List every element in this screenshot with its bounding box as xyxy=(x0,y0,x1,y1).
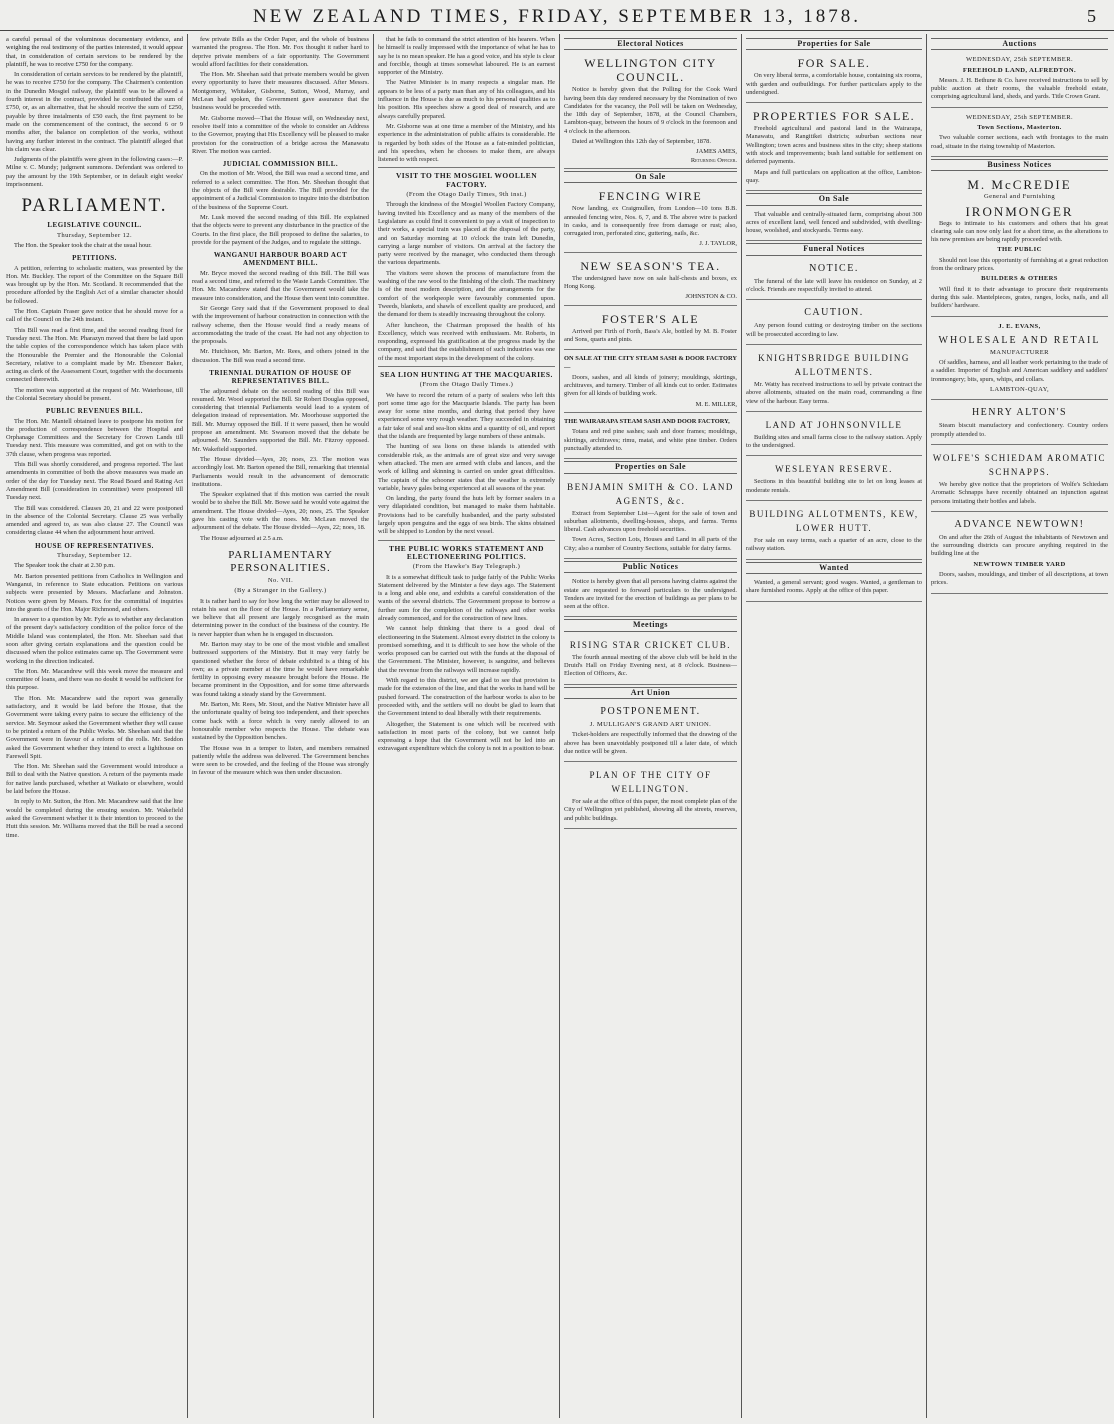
public-works-source: (From the Hawke's Bay Telegraph.) xyxy=(412,563,521,571)
ad-mcredie: M. McCREDIE General and Furnishing IRONMONGER Begs to intimate to his customers and others that his great clearing sale can now only last for a short time, as the alterations to his new premises are being rapidly proceeded with. THE PUBLIC Should not lose this opportunity of furnishing at a great reduction from the ordinary prices. BUILDERS & OTHERS Will find it to their advantage to procure their requirements during this sale. Mantelpieces, grates, ranges, locks, nails, and all builders' hardware. xyxy=(931,173,1108,316)
parliament-heading: PARLIAMENT. xyxy=(21,195,168,217)
body-text: We have to record the return of a party of sealers who left this port some time ago for the Macquarie Islands. The party has been away for some nine months, and during that period they have experienced some very rough weather. They succeeded in obtaining a fair take of seal and sea-lion skins and a quantity of oil, and report that the islands are frequented by large numbers of these animals. xyxy=(378,391,555,441)
body-text: The visitors were shown the process of manufacture from the washing of the raw wool to the finishing of the cloth. The machinery is of the most modern description, and the arrangements for the comfort of the workpeople were favourably commented upon. Tweeds, blankets, and shawls of excellent quality are produced, and the demand for them is steadily increasing throughout the colony. xyxy=(378,269,555,319)
section-wanted: Wanted xyxy=(746,562,922,574)
body-text: Through the kindness of the Mosgiel Woollen Factory Company, having invited his Excellency and as many of the members of the Legislature as could find it convenient to pay a visit of inspection to their works, a special train was placed at the disposal of the party, and on Saturday morning at 10 o'clock the train left Dunedin, carrying a large number of visitors. On arrival at the factory the party were received by the manager, who conducted them through the various departments. xyxy=(378,201,555,267)
body-text: This Bill was read a first time, and the second reading fixed for Tuesday next. The Hon. Mr. Pharazyn moved that there be laid upon the table copies of the correspondence which has taken place with the Honourable the Premier and the Honourable the Colonial Secretary, relative to a complaint made by Mr. Ebenezer Baker, acting as clerk of the Assessment Court, together with the documents connected therewith. xyxy=(6,326,183,384)
ad-evans: J. E. EVANS, WHOLESALE AND RETAIL MANUFACTURER Of saddles, harness, and all leather work pertaining to the trade of a saddler. Importer of English and American saddlery and saddlers' ironmongery; bits, spurs, whips, and collars. LAMBTON-QUAY, xyxy=(931,319,1108,401)
column-2 xyxy=(192,36,369,1418)
body-text: Judgments of the plaintiffs were given in the following cases:—P. Milne v. C. Mundy; judgment summons. Defendant was ordered to pay the amount by the 19th September, or in default eight weeks' imprisonment. xyxy=(6,156,183,189)
body-text: This Bill was shortly considered, and progress reported. The last amendments in committee of both the above measures was made an order of the day for Tuesday next. The Road Board and Rating Act Amendment Bill (consideration in committee) were postponed till Tuesday next. xyxy=(6,461,183,502)
ad-wolfes: WOLFE'S SCHIEDAM AROMATIC SCHNAPPS. We hereby give notice that the proprietors of Wolfe's Schiedam Aromatic Schnapps have recently obtained an injunction against persons imitating their bottles and labels. xyxy=(931,447,1108,512)
column-4: Electoral Notices WELLINGTON CITY COUNCIL. Notice is hereby given that the Polling for the Cook Ward having been this day rendered necessary by the Nomination of two Candidates for the vacancy, the Poll will be taken on Wednesday, the 18th day of September, 1878, at the Council Chambers, Lambton-quay, between the hours of 9 o'clock in the forenoon and 4 o'clock in the afternoon. Dated at Wellington this 12th day of September, 1878. JAMES AMES, Returning Officer. On Sale FENCING WIRE Now landing, ex Craigmullen, from London—10 tons B.B. annealed fencing wire, Nos. 6, 7, and 8. The above wire is packed in casks, and is consequently free from damage or rust; also, corrugated iron, perforated zinc, guttering, nails, &c. J. J. TAYLOR, NEW SEASON'S TEA. The undersigned have now on sale half-chests and boxes, ex Hong Kong. JOHNSTON & CO. FOSTER'S ALE Arrived per Firth of Forth, Bass's Ale, bottled by M. B. Foster and Sons, quarts and pints. ON SALE AT THE CITY STEAM SASH & DOOR FACTORY— Doors, sashes, and all kinds of joinery; mouldings, skirtings, architraves, and turnery. Timber of all kinds cut to order. Estimates given for all kinds of building work. M. E. MILLER, THE WAIRARAPA STEAM SASH AND DOOR FACTORY, Totara and red pine sashes; sash and door frames; mouldings, skirtings, architraves; rimu, matai, and white pine timber. Orders punctually attended to. Properties on Sale BENJAMIN SMITH & CO. LAND AGENTS, &c. Extract from September List—Agent for the sale of town and suburban allotments, dwelling-houses, shops, and farms. Terms liberal. Cash advances upon freehold securities. Town Acres, Section Lots, Houses and Land in all parts of the City; also a number of Country Sections, suitable for dairy farms. Public Notices Notice is hereby given that all persons having claims against the estate are requested to forward particulars to the undersigned. Tenders are invited for the erection of buildings as per plans to be seen at the office. Meetings RISING STAR CRICKET CLUB. The fourth annual meeting of the above club will be held in the Druid's Hall on Friday Evening next, at 8 o'clock. Business—Election of Officers, &c. Art Union POSTPONEMENT. J. MULLIGAN'S GRAND ART UNION. Ticket-holders are respectfully informed that the drawing of the above has been unavoidably postponed till a later date, of which due notice will be given. PLAN OF THE CITY OF WELLINGTON. For sale at the office of this paper, the most complete plan of the City of Wellington yet published, showing all the streets, reserves, and public buildings. xyxy=(564,36,737,1418)
ad-advance-newtown: ADVANCE NEWTOWN! On and after the 26th of August the inhabitants of Newtown and the surrounding districts can procure anything required in the building line at the NEWTOWN TIMBER YARD Doors, sashes, mouldings, and timber of all descriptions, at town prices. xyxy=(931,514,1108,594)
personalities-by: (By a Stranger in the Gallery.) xyxy=(234,587,327,595)
ad-city-steam-sash: ON SALE AT THE CITY STEAM SASH & DOOR FACTORY— Doors, sashes, and all kinds of joinery; mouldings, skirtings, architraves, and turnery. Timber of all kinds cut to order. Estimates given for all kinds of building work. M. E. MILLER, xyxy=(564,352,737,413)
house-heading: HOUSE OF REPRESENTATIVES. xyxy=(35,541,154,550)
ad-for-sale: FOR SALE. On very liberal terms, a comfortable house, containing six rooms, with garden and outbuildings. For further particulars apply to the undersigned. xyxy=(746,52,922,103)
petitions-head: PETITIONS. xyxy=(72,254,117,263)
section-properties-sale: Properties for Sale xyxy=(746,38,922,50)
ad-plan-city: PLAN OF THE CITY OF WELLINGTON. For sale at the office of this paper, the most complete plan of the City of Wellington yet published, showing all the streets, reserves, and public buildings. xyxy=(564,764,737,829)
ad-properties-for-sale: PROPERTIES FOR SALE. Freehold agricultural and pastoral land in the Wairarapa, Manawatu, and Rangitikei districts; suburban sections near Wellington; town acres and business sites in the city; sheep stations with stock and improvements; bush land suitable for settlement on deferred payments. Maps and full particulars on application at the office, Lambton-quay. xyxy=(746,105,922,191)
section-business: Business Notices xyxy=(931,159,1108,171)
mosgiel-source: (From the Otago Daily Times, 9th inst.) xyxy=(406,191,527,199)
ad-rising-star: RISING STAR CRICKET CLUB. The fourth annual meeting of the above club will be held in the Druid's Hall on Friday Evening next, at 8 o'clock. Business—Election of Officers, &c. xyxy=(564,634,737,685)
body-text: The hunting of sea lions on these islands is attended with considerable risk, as the animals are of great size and very savage when attacked. The men are armed with clubs and lances, and the work of killing and skinning is carried on under great difficulties. The captain of the schooner states that the weather is extremely variable, heavy gales being experienced at all seasons of the year. xyxy=(378,443,555,492)
body-text: It is a somewhat difficult task to judge fairly of the Public Works Statement delivered by the Minister a few days ago. The Statement is a long and able one, and exhibits a careful consideration of the wants of the several districts. The Government propose to borrow a further sum for the completion of the railways and other works already commenced, and for the construction of new lines. xyxy=(378,573,555,622)
body-text: The Hon. Mr. Sheehan said the Government would introduce a Bill to deal with the Native question. A return of the payments made for native lands purchased, whether at Waikato or elsewhere, would be laid before the House. xyxy=(6,763,183,796)
body-text: Mr. Lusk moved the second reading of this Bill. He explained that the objects were to prevent any disturbance in the practice of the Courts. In the first place, the Bill proposed to define the salaries, to provide for the payment of the Judges, and to regulate the sittings. xyxy=(192,213,369,246)
body-text: The Hon. Mr. Sheehan said that private members would be given every opportunity to have their measures discussed. After Messrs. Montgomery, Whitaker, Gisborne, Sutton, Wood, Murray, and McLean had spoken, the Government gave assurance that the business would be proceeded with. xyxy=(192,71,369,112)
ad-city-council: WELLINGTON CITY COUNCIL. Notice is hereby given that the Polling for the Cook Ward having been this day rendered necessary by the Nomination of two Candidates for the vacancy, the Poll will be taken on Wednesday, the 18th day of September, 1878, at the Council Chambers, Lambton-quay, between the hours of 9 o'clock in the forenoon and 4 o'clock in the afternoon. Dated at Wellington this 12th day of September, 1878. JAMES AMES, Returning Officer. xyxy=(564,52,737,169)
section-properties: Properties on Sale xyxy=(564,461,737,473)
personalities-head: PARLIAMENTARY PERSONALITIES. xyxy=(228,548,333,574)
mosgiel-head: VISIT TO THE MOSGIEL WOOLLEN FACTORY. xyxy=(395,171,538,189)
body-text: Mr. Gisborne moved—That the House will, on Wednesday next, resolve itself into a committee of the whole to consider an Address to the Governor, praying that His Excellency will be pleased to make provision for the construction of a bridge across the Manawatu River. The motion was carried. xyxy=(192,114,369,155)
body-text: In consideration of certain services to be rendered by the plaintiff, he was to receive £750 for the company. The Chairmen's contention in the Dunedin Mosgiel railway, the plaintiff was to be allowed a fourth interest in the contract, provided he contributed the sum of £750, or, as an alternative, that he should receive the sum of £250, payable by three instalments of £50 each, the first payment to be made on the commencement of the contract, the second 6 or 9 months after, the balance on completion of the works, without having any further interest in the contract. The plaintiff alleged that his claim was clear. xyxy=(6,71,183,153)
body-text: Mr. Barton presented petitions from Catholics in Wellington and Wanganui, in reference to State education. Petitions on various subjects were presented by Messrs. Macfarlane and Johnston. Notices were given by Messrs. Fox for the committal of inquiries into the grants of the Hon. Major Richmond, and others. xyxy=(6,572,183,613)
ad-fencing-wire: FENCING WIRE Now landing, ex Craigmullen, from London—10 tons B.B. annealed fencing wire, Nos. 6, 7, and 8. The above wire is packed in casks, and is consequently free from damage or rust; also, corrugated iron, perforated zinc, guttering, nails, &c. J. J. TAYLOR, xyxy=(564,185,737,252)
article-lead: a careful perusal of the voluminous documentary evidence, and weighing the real testimony of the parties interested, it would appear that, in consideration of certain services to be rendered by the plaintiff, he was to receive £750 for the company. xyxy=(6,36,183,68)
council-heading: LEGISLATIVE COUNCIL. xyxy=(47,221,142,230)
body-text: few private Bills as the Order Paper, and the whole of business warranted the progress. The Hon. Mr. Fox thought it rather hard to deprive private members of a fair opportunity. The Government would afford facilities for their consideration. xyxy=(192,36,369,68)
body-text: Mr. Barton, Mr. Rees, Mr. Stout, and the Native Minister have all the unfortunate quality of being too independent, and their speeches come back with a force which is very rarely allowed to an honourable member who respects the House. The debate was sustained by the Opposition benches. xyxy=(192,701,369,742)
public-works-head: THE PUBLIC WORKS STATEMENT AND ELECTIONEERING POLITICS. xyxy=(389,543,544,561)
body-text: Mr. Gisborne was at one time a member of the Ministry, and his experience in the administration of public affairs is considerable. He is regarded by both sides of the House as a fair-minded politician, and his speeches, when he chooses to make them, are always listened to with respect. xyxy=(378,122,555,164)
body-text: The adjourned debate on the second reading of this Bill was resumed. Mr. Wood supported the Bill. Sir Robert Douglas opposed, considering that triennial Parliaments would lead to a system of delegation instead of representation. Mr. Moorhouse supported the Bill. Mr. Murray opposed the Bill. If it were passed, then he would propose an amendment. Mr. Swanson moved that the debate be adjourned. Mr. Saunders supported the Bill. Mr. Fitzroy opposed. Mr. Wakefield supported. xyxy=(192,387,369,453)
section-funeral: Funeral Notices xyxy=(746,243,922,255)
body-text: Mr. Hutchison, Mr. Barton, Mr. Rees, and others joined in the discussion. The Bill was read a second time. xyxy=(192,348,369,364)
personalities-no: No. VII. xyxy=(267,576,294,584)
ad-art-union: POSTPONEMENT. J. MULLIGAN'S GRAND ART UNION. Ticket-holders are respectfully informed that the drawing of the above has been unavoidably postponed till a later date, of which due notice will be given. xyxy=(564,701,737,762)
ad-wesleyan: WESLEYAN RESERVE. Sections in this beautiful building site to let on long leases at moderate rentals. xyxy=(746,458,922,501)
ad-knightsbridge: KNIGHTSBRIDGE BUILDING ALLOTMENTS. Mr. Watty has received instructions to sell by private contract the above allotments, situated on the main road, commanding a fine view of the harbour. Easy terms. xyxy=(746,347,922,412)
page-number: 5 xyxy=(1087,6,1096,26)
sea-lion-source: (From the Otago Daily Times.) xyxy=(419,381,514,389)
column-rule xyxy=(373,34,374,1418)
returning-officer-title: Returning Officer. xyxy=(690,156,737,164)
body-text: The Hon. Mr. Mantell obtained leave to postpone his motion for the production of correspondence between the Hospital and Orphanage Committees and the Secretary for Crown Lands till Tuesday next. This measure was committed, and got on with to the 37th clause, when progress was reported. xyxy=(6,417,183,458)
body-text: The House adjourned at 2.5 a.m. xyxy=(200,534,284,542)
body-text: In reply to Mr. Sutton, the Hon. Mr. Macandrew said that the line would be completed during the ensuing session. Mr. Wakefield asked the Government whether it is their intention to proceed to the Hutt this session. Mr. Williams moved that the Bill be read a second time. xyxy=(6,798,183,839)
body-text: Altogether, the Statement is one which will be received with satisfaction in most parts of the colony, but we cannot help expressing a hope that the Government will not be led into an extravagant expenditure which the colony is not in a position to bear. xyxy=(378,720,555,753)
body-text: The Hon. Captain Fraser gave notice that he should move for a call of the Council on the 24th instant. xyxy=(6,308,183,324)
column-1 xyxy=(6,36,183,1418)
house-open: The Speaker took the chair at 2.30 p.m. xyxy=(14,562,115,570)
council-open: The Hon. the Speaker took the chair at the usual hour. xyxy=(14,241,152,249)
body-text: The House was in a temper to listen, and members remained patiently while the address was delivered. The Government benches were seen to be crowded, and the feeling of the House was strongly in favour of the measure which was then under discussion. xyxy=(192,744,369,777)
column-5: Properties for Sale FOR SALE. On very liberal terms, a comfortable house, containing six rooms, with garden and outbuildings. For further particulars apply to the undersigned. PROPERTIES FOR SALE. Freehold agricultural and pastoral land in the Wairarapa, Manawatu, and Rangitikei districts; suburban sections near Wellington; town acres and business sites in the city; sheep stations with stock and improvements; bush land suitable for settlement on deferred payments. Maps and full particulars on application at the office, Lambton-quay. On Sale That valuable and centrally-situated farm, comprising about 300 acres of excellent land, well fenced and subdivided, with dwelling-house, woolshed, and stockyards. Terms easy. Funeral Notices NOTICE. The funeral of the late will leave his residence on Sunday, at 2 o'clock. Friends are respectfully invited to attend. CAUTION. Any person found cutting or destroying timber on the sections will be prosecuted according to law. KNIGHTSBRIDGE BUILDING ALLOTMENTS. Mr. Watty has received instructions to sell by private contract the above allotments, situated on the main road, commanding a fine view of the harbour. Easy terms. LAND AT JOHNSONVILLE Building sites and small farms close to the railway station. Apply to the undersigned. WESLEYAN RESERVE. Sections in this beautiful building site to let on long leases at moderate rentals. BUILDING ALLOTMENTS, KEW, LOWER HUTT. For sale on easy terms, each a quarter of an acre, close to the railway station. Wanted Wanted, a general servant; good wages. Wanted, a gentleman to share furnished rooms. Apply at the office of this paper. xyxy=(746,36,922,1418)
body-text: The House divided—Ayes, 20; noes, 23. The motion was accordingly lost. Mr. Barton opened the Bill, remarking that triennial Parliaments would result in the advancement of democratic institutions. xyxy=(192,455,369,488)
ad-fosters-ale: FOSTER'S ALE Arrived per Firth of Forth, Bass's Ale, bottled by M. B. Foster and Sons, quarts and pints. xyxy=(564,308,737,351)
ad-auction-freehold: WEDNESDAY, 25th SEPTEMBER. FREEHOLD LAND, ALFREDTON. Messrs. J. H. Bethune & Co. have received instructions to sell by public auction at their rooms, the valuable freehold estate, comprising agricultural land, sheds, and yards. Title Crown Grant. xyxy=(931,52,1108,107)
ad-henry-alton: HENRY ALTON'S Steam biscuit manufactory and confectionery. Country orders promptly attended to. xyxy=(931,402,1108,445)
triennial-head: TRIENNIAL DURATION OF HOUSE OF REPRESENTATIVES BILL. xyxy=(209,368,352,386)
body-text: In answer to a question by Mr. Fyfe as to whether any declaration of the present day's satisfactory condition of the police force of the Middle Island was contemplated, the Hon. Mr. Sheehan said that soon after giving certain explanations and the question could be discussed when the police estimates came up. The Government were working in the direction indicated. xyxy=(6,616,183,665)
ad-new-season-tea: NEW SEASON'S TEA. The undersigned have now on sale half-chests and boxes, ex Hong Kong. JOHNSTON & CO. xyxy=(564,255,737,306)
section-meetings: Meetings xyxy=(564,619,737,631)
ad-wairarapa-sash: THE WAIRARAPA STEAM SASH AND DOOR FACTORY, Totara and red pine sashes; sash and door frames; mouldings, skirtings, architraves; rimu, matai, and white pine timber. Orders punctually attended to. xyxy=(564,415,737,459)
column-rule xyxy=(559,34,560,1418)
column-rule xyxy=(741,34,742,1418)
column-6 xyxy=(931,36,1108,1418)
body-text: On the motion of Mr. Wood, the Bill was read a second time, and referred to a select committee. The Hon. Mr. Sheehan thought that the objects of the Bill were desirable. The Bill provided for the appointment of a Judicial Commission to inquire into the distribution of the business of the Supreme Court. xyxy=(192,170,369,211)
body-text: Sir George Grey said that if the Government proposed to deal with the improvement of harbour construction in connection with the railway scheme, then the House would find a ready means of accommodating the trade of the coast. He had not any objection to the proposals. xyxy=(192,304,369,346)
newspaper-title: NEW ZEALAND TIMES, FRIDAY, SEPTEMBER 13, 1878. xyxy=(252,6,862,27)
judicial-head: JUDICIAL COMMISSION BILL. xyxy=(222,160,339,169)
ad-benjamin-smith: BENJAMIN SMITH & CO. LAND AGENTS, &c. Extract from September List—Agent for the sale of town and suburban allotments, dwelling-houses, shops, and farms. Terms liberal. Cash advances upon freehold securities. Town Acres, Section Lots, Houses and Land in all parts of the City; also a number of Country Sections, suitable for dairy farms. xyxy=(564,476,737,559)
body-text: The Speaker explained that if this motion was carried the result would be to shelve the Bill. Mr. Bowe said he would vote against the amendment. The House divided—Ayes, 20; noes, 25. The Speaker gave his casting vote with the noes. Mr. McLean moved the adjournment of the debate. The House divided—Ayes, 22; noes, 18. xyxy=(192,491,369,532)
sea-lion-head: SEA LION HUNTING AT THE MACQUARIES. xyxy=(380,369,553,379)
body-text: The Bill was considered. Clauses 20, 21 and 22 were postponed in the absence of the Colonial Secretary. Clause 25 was verbally amended and agreed to, as was also clause 27. The Council was considering clause 44 when the adjournment hour arrived. xyxy=(6,504,183,537)
ad-title: WELLINGTON CITY COUNCIL. xyxy=(584,56,717,85)
body-text: With regard to this district, we are glad to see that provision is made for the extension of the line, and that the works in hand will be pushed forward. The construction of the harbour works is also to be proceeded with, and the settlers will no doubt be glad to learn that the Government intend to deal liberally with their requirements. xyxy=(378,677,555,718)
council-date: Thursday, September 12. xyxy=(56,231,133,239)
returning-officer-name: JAMES AMES, xyxy=(696,148,737,156)
body-text: We cannot help thinking that there is a good deal of electioneering in the Statement. Almost every district in the colony is promised something, and it is difficult to see how the whole of the works proposed can be carried out with the funds at the disposal of the Government. The Minister, however, is sanguine, and believes that the revenue from the railways will increase rapidly. xyxy=(378,625,555,674)
body-text: Mr. Bryce moved the second reading of this Bill. The Bill was read a second time, and referred to the Waste Lands Committee. The Hon. Mr. Macandrew stated that the Government would take the measure into consideration, and the House then went into committee. xyxy=(192,269,369,302)
body-text: It is rather hard to say for how long the writer may be allowed to retain his seat on the floor of the House. In a Parliamentary sense, we believe that all present are largely recognised as the main determining power in the conduct of the business of the country. He is never happier than when he is engaged in discussion. xyxy=(192,597,369,638)
masthead xyxy=(0,0,1114,31)
body-text: After luncheon, the Chairman proposed the health of his Excellency, which was received with enthusiasm. Mr. Roberts, in responding, expressed his gratification at the progress made by the company, and said that the establishment of such industries was one of the most important steps in the development of the colony. xyxy=(378,321,555,362)
house-date: Thursday, September 12. xyxy=(56,552,133,560)
ad-kew: BUILDING ALLOTMENTS, KEW, LOWER HUTT. For sale on easy terms, each a quarter of an acre, close to the railway station. xyxy=(746,503,922,560)
column-rule xyxy=(926,34,927,1418)
body-text: that he fails to command the strict attention of his hearers. When he himself is really impressed with the importance of what he has to say he is no mean speaker. He has a good voice, and his style is clear and forcible, though at times somewhat laboured. He is an earnest supporter of the Ministry. xyxy=(378,36,555,77)
body-text: A petition, referring to scholastic matters, was presented by the Hon. Mr. Buckley. The report of the Committee on the Square Bill was brought up by the Hon. Mr. Scotland. It recommended that the procedure afforded by the English Act of a similar character should be followed. xyxy=(6,264,183,305)
section-public-notices: Public Notices xyxy=(564,561,737,573)
column-3 xyxy=(378,36,555,1418)
ad-auction-masterton: WEDNESDAY, 25th SEPTEMBER. Town Sections, Masterton. Two valuable corner sections, each with frontages to the main road, situate in the rising township of Masterton. xyxy=(931,110,1108,157)
body-text: The motion was supported at the request of Mr. Waterhouse, till the Colonial Secretary should be present. xyxy=(6,386,183,402)
section-art-union: Art Union xyxy=(564,687,737,699)
column-rule xyxy=(187,34,188,1418)
section-on-sale: On Sale xyxy=(564,171,737,183)
section-auctions: Auctions xyxy=(931,38,1108,50)
body-text: On landing, the party found the huts left by former sealers in a very dilapidated condition, but managed to make them habitable. Provisions had to be carefully husbanded, and the party subsisted largely upon penguins and the eggs of sea birds. The skins obtained will be shipped to London by the next vessel. xyxy=(378,495,555,536)
section-on-sale-2: On Sale xyxy=(746,193,922,205)
body-text: The Hon. Mr. Macandrew said the report was generally satisfactory, and it would be laid before the House, that the Government were taking every pains to secure the efficiency of the service. Mr. Seymour asked the Government whether they will cause to be printed a return of the Public Works. Mr. Sheehan said that the Government were in favour of a reform of the rolls. Mr. Seddon asked the Government whether they intend to erect a lighthouse on Farewell Spit. xyxy=(6,694,183,760)
body-text: The Hon. Mr. Macandrew will this week move the measure and committee of loans, and there was no doubt it would be sufficient for this purpose. xyxy=(6,667,183,692)
body-text: Mr. Barton may stay to be one of the most visible and smallest buttressed supporters of the Ministry. But it may very fairly be questioned whether the force of debate exhibited is a thing of his own; as a private member at the time he would have remarkable fertility in opposing every measure brought before the House. He became prominent in the Opposition, and for some time afterwards was found taking a steady stand by the Government. xyxy=(192,641,369,698)
harbour-head: WANGANUI HARBOUR BOARD ACT AMENDMENT BILL. xyxy=(213,251,348,268)
ad-johnsonville: LAND AT JOHNSONVILLE Building sites and small farms close to the railway station. Apply to the undersigned. xyxy=(746,414,922,457)
section-electoral-notices: Electoral Notices xyxy=(564,38,737,50)
revenues-head: PUBLIC REVENUES BILL. xyxy=(45,407,144,416)
body-text: The Native Minister is in many respects a singular man. He appears to be less of a party man than any of his colleagues, and his influence in the House is due as much to his personal qualities as to his position. His speeches show a good deal of research, and are always carefully prepared. xyxy=(378,79,555,120)
